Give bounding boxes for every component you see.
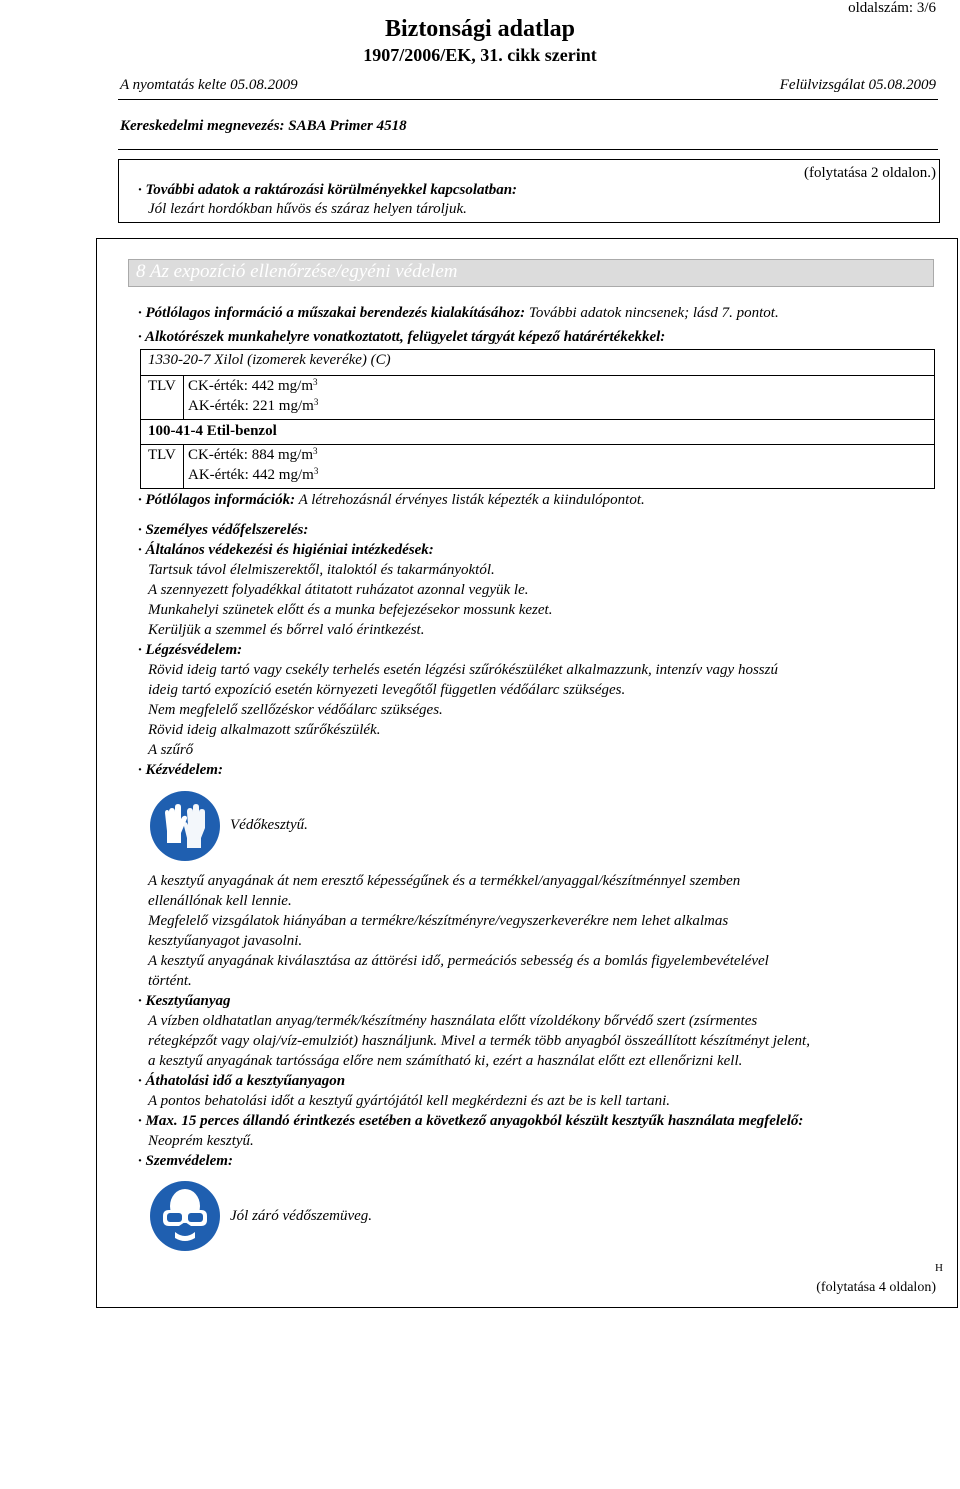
hygiene-line: Kerüljük a szemmel és bőrrel való érintkezést. xyxy=(148,622,425,638)
document-subtitle: 1907/2006/EK, 31. cikk szerint xyxy=(363,45,597,65)
max-heading: · Max. 15 perces állandó érintkezés esetében a következő anyagokból készült kesztyűk használata megfelelő: xyxy=(138,1113,804,1129)
gloves-caption: Védőkesztyű. xyxy=(230,817,308,833)
tech-info xyxy=(138,305,779,322)
gloves-icon xyxy=(149,790,221,862)
respiratory-heading: · Légzésvédelem: xyxy=(138,642,243,658)
limits-row-divider-1 xyxy=(140,375,935,376)
hygiene-line: Munkahelyi szünetek előtt és a munka befejezésekor mossunk kezet. xyxy=(148,602,553,618)
additional-text: A létrehozásnál érvényes listák képezték a kiindulópontot. xyxy=(295,492,645,508)
tlv-label: TLV xyxy=(148,447,176,463)
footer-mark: H xyxy=(935,1262,943,1274)
respiratory-line: Rövid ideig tartó vagy csekély terhelés esetén légzési szűrókészüléket alkalmazzunk, intenzív vagy hosszú xyxy=(148,662,778,678)
storage-heading: · További adatok a raktározási körülményekkel kapcsolatban: xyxy=(138,182,518,198)
header-divider xyxy=(118,99,938,100)
goggles-caption: Jól záró védőszemüveg. xyxy=(230,1208,373,1224)
trade-divider xyxy=(118,149,938,150)
tech-text: További adatok nincsenek; lásd 7. pontot. xyxy=(525,305,779,321)
respiratory-line: A szűrő xyxy=(148,742,194,758)
page-number: oldalszám: 3/6 xyxy=(848,0,936,16)
hygiene-line: Tartsuk távol élelmiszerektől, italoktól és takarmányoktól. xyxy=(148,562,495,578)
hygiene-heading: · Általános védekezési és higiéniai intézkedések: xyxy=(138,542,434,558)
limits-row-divider-3 xyxy=(140,444,935,445)
continued-to: (folytatása 4 oldalon) xyxy=(816,1280,936,1295)
print-date: A nyomtatás kelte 05.08.2009 xyxy=(120,77,298,93)
ck-value: CK-érték: 442 $mg/m^3$ xyxy=(188,377,318,394)
hand-line: kesztyűanyagot javasolni. xyxy=(148,933,303,949)
substance-name: 1330-20-7 Xilol (izomerek keveréke) (C) xyxy=(148,352,391,368)
document-title: Biztonsági adatlap xyxy=(384,16,576,42)
ak-value: AK-érték: 442 $mg/m^3$ xyxy=(188,466,319,483)
limits-row-divider-2 xyxy=(140,419,935,420)
storage-text: Jól lezárt hordókban hűvös és száraz helyen tároljuk. xyxy=(148,201,467,217)
section-8-title: 8 Az expozíció ellenőrzése/egyéni védelem xyxy=(136,261,458,282)
limits-heading: · Alkotórészek munkahelyre vonatkoztatott, felügyelet tárgyát képező határértékekkel: xyxy=(138,329,666,345)
goggles-icon xyxy=(149,1180,221,1252)
penetration-text: A pontos behatolási időt a kesztyű gyártójától kell megkérdezni és azt be is kell tartani. xyxy=(148,1093,671,1109)
tlv-divider-1 xyxy=(183,375,184,419)
respiratory-line: ideig tartó expozíció esetén környezeti levegőtől független védőálarc szükséges. xyxy=(148,682,626,698)
hand-line: ellenállónak kell lennie. xyxy=(148,893,292,909)
trade-name: Kereskedelmi megnevezés: SABA Primer 4518 xyxy=(120,118,407,134)
respiratory-line: Nem megfelelő szellőzéskor védőálarc szükséges. xyxy=(148,702,443,718)
hand-line: Megfelelő vizsgálatok hiányában a termékre/készítményre/vegyszerkeverékre nem lehet alkalmas xyxy=(148,913,729,929)
eye-heading: · Szemvédelem: xyxy=(138,1153,233,1169)
hand-heading: · Kézvédelem: xyxy=(138,762,223,778)
glove-material-line: rétegképzőt vagy olaj/víz-emulziót) használjunk. Mivel a termék több anyagból összeállított készítményt jelent, xyxy=(148,1033,810,1049)
continued-from: (folytatása 2 oldalon.) xyxy=(803,165,936,181)
glove-material-line: a kesztyű anyagának tartóssága előre nem számítható ki, ezért a használat előtt ezt ellenőrizni kell. xyxy=(148,1053,743,1069)
ppe-heading: · Személyes védőfelszerelés: xyxy=(138,522,309,538)
glove-material-heading: · Kesztyűanyag xyxy=(138,993,231,1009)
section-8-title-bar xyxy=(128,259,934,287)
additional-label: · Pótlólagos információk: xyxy=(138,492,296,508)
hand-line: A kesztyű anyagának át nem eresztő képességűnek és a termékkel/anyaggal/készítménnyel szemben xyxy=(148,873,741,889)
ak-value: AK-érték: 221 $mg/m^3$ xyxy=(188,397,319,414)
ck-value: CK-érték: 884 $mg/m^3$ xyxy=(188,446,318,463)
hygiene-line: A szennyezett folyadékkal átitatott ruházatot azonnal vegyük le. xyxy=(148,582,529,598)
tlv-label: TLV xyxy=(148,378,176,394)
revision-date: Felülvizsgálat 05.08.2009 xyxy=(779,77,936,93)
substance-name: 100-41-4 Etil-benzol xyxy=(148,423,277,439)
additional-info xyxy=(138,492,645,509)
hand-line: A kesztyű anyagának kiválasztása az áttörési idő, permeációs sebesség és a bomlás figyelembevételével xyxy=(148,953,769,969)
max-text: Neoprém kesztyű. xyxy=(148,1133,254,1149)
respiratory-line: Rövid ideig alkalmazott szűrőkészülék. xyxy=(148,722,381,738)
tech-label: · Pótlólagos információ a műszakai berendezés kialakításához: xyxy=(138,305,526,321)
glove-material-line: A vízben oldhatatlan anyag/termék/készítmény használata előtt vízoldékony bőrvédő szert (zsírmentes xyxy=(148,1013,758,1029)
tlv-divider-2 xyxy=(183,444,184,489)
penetration-heading: · Áthatolási idő a kesztyűanyagon xyxy=(138,1073,346,1089)
hand-line: történt. xyxy=(148,973,192,989)
